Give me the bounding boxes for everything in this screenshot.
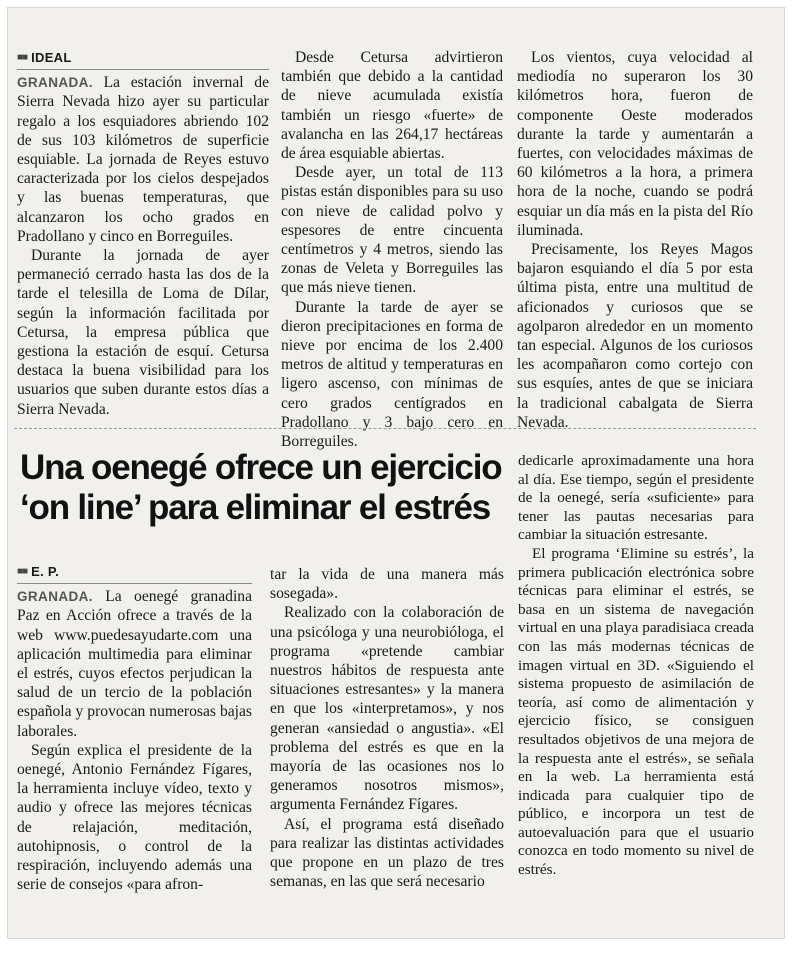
article2-source-byline <box>17 562 252 584</box>
headline-line-2: ‘on line’ para eliminar el estrés <box>20 488 491 527</box>
article2-paragraph: Realizado con la colaboración de una psicóloga y una neurobióloga, el programa «pretende cambiar nuestros hábitos de respuesta ante situaciones estresantes» y la manera en que los «interpretamos», y nos generan «ansiedad o angustia». «El problema del estrés es que en la mayoría de las ocasiones nos lo generamos nosotros mismos», argumenta Fernández Fígares. <box>270 604 504 814</box>
article1-paragraph <box>17 73 269 246</box>
article2-paragraph: Según explica el presidente de la oenegé, Antonio Fernández Fígares, la herramienta incluye vídeo, texto y audio y ofrece las mejores técnicas de relajación, meditación, autohipnosis, o control de la respiración, incluyendo además una serie de consejos «para afron- <box>17 741 252 894</box>
article1-column-2 <box>281 48 503 451</box>
article2-paragraph: El programa ‘Elimine su estrés’, la primera publicación electrónica sobre técnicas para eliminar el estrés, se basa en un sistema de navegación virtual en una playa paradisiaca creada con las más modernas técnicas de imagen virtual en 3D. «Siguiendo el sistema propuesto de asimilación de teoría, así como de alimentación y ejercicio físico, se consiguen resultados objetivos de una mejora de la respuesta ante el estrés», se señala en la web. La herramienta está indicada para cualquier tipo de público, e incorpora un test de autoevaluación para que el usuario conozca en todo momento su nivel de estrés. <box>518 544 754 879</box>
article2-headline <box>20 448 510 528</box>
article2-text: La oenegé granadina Paz en Acción ofrece a través de la web www.puedesayudarte.com una aplicación multimedia para eliminar el estrés, cuyos efectos perjudican la salud de un tercio de la población española y provocan numerosas bajas laborales. <box>17 588 252 740</box>
source-marker-icon: ■■ <box>17 566 28 577</box>
article2-column-1 <box>17 562 252 894</box>
article1-paragraph: Desde ayer, un total de 113 pistas están disponibles para su uso con nieve de calidad polvo y espesores de entre cincuenta centímetros y 4 metros, siendo las zonas de Veleta y Borreguiles las que más nieve tienen. <box>281 164 503 297</box>
article1-paragraph: Durante la jornada de ayer permaneció cerrado hasta las dos de la tarde el telesilla de Loma de Dílar, según la información facilitada por Cetursa, la empresa pública que gestiona la estación de esquí. Cetursa destaca la buena visibilidad para los usuarios que suben durante estos días a Sierra Nevada. <box>17 247 269 418</box>
article2-column-3 <box>518 452 754 880</box>
article1-column-3 <box>517 48 753 432</box>
article1-source-byline <box>17 48 269 70</box>
article2-paragraph <box>17 587 252 741</box>
article1-text: La estación invernal de Sierra Nevada hizo ayer su particular regalo a los esquiadores abriendo 102 de sus 103 kilómetros de superficie esquiable. La jornada de Reyes estuvo caracterizada por los cielos despejados y las buenas temperaturas, que alcanzaron los ocho grados en Pradollano y cinco en Borreguiles. <box>17 74 269 245</box>
article1-source: IDEAL <box>31 50 72 65</box>
article1-paragraph: Durante la tarde de ayer se dieron precipitaciones en forma de nieve por encima de los 2.400 metros de altitud y temperaturas en ligero ascenso, con mínimas de cero grados centígrados en Pradollano y 3 bajo cero en Borreguiles. <box>281 298 503 451</box>
article2-paragraph: tar la vida de una manera más sosegada». <box>270 566 504 603</box>
article1-paragraph: Precisamente, los Reyes Magos bajaron esquiando el día 5 por esta última pista, entre una multitud de aficionados y curiosos que se agolparon alrededor en un momento tan especial. Algunos de los curiosos les acompañaron como cortejo con sus esquíes, antes de que se iniciara la tradicional cabalgata de Sierra Nevada. <box>517 241 753 431</box>
headline-line-1: Una oenegé ofrece un ejercicio <box>20 448 502 487</box>
article1-paragraph: Los vientos, cuya velocidad al mediodía no superaron los 30 kilómetros hora, fueron de componente Oeste moderados durante la tarde y aumentarán a fuertes, con velocidades máximas de 60 kilómetros a la hora, a primera hora de la noche, cuando se podrá esquiar un día más en la pista del Río iluminada. <box>517 49 753 239</box>
article2-paragraph: Así, el programa está diseñado para realizar las distintas actividades que propone en un plazo de tres semanas, en las que será necesario <box>270 815 504 891</box>
article1-column-1 <box>17 48 269 419</box>
article1-paragraph: Desde Cetursa advirtieron también que debido a la cantidad de nieve acumulada existía también un riesgo «fuerte» de avalancha en las 264,17 hectáreas de área esquiable abiertas. <box>281 49 503 163</box>
article2-paragraph: dedicarle aproximadamente una hora al día. Ese tiempo, según el presidente de la oenegé, sería «suficiente» para tener las pautas necesarias para cambiar la situación estresante. <box>518 452 754 544</box>
article-separator-rule <box>14 428 756 429</box>
source-marker-icon: ■■ <box>17 52 28 63</box>
article2-dateline: GRANADA. <box>17 589 93 605</box>
article1-dateline: GRANADA. <box>17 75 93 91</box>
article2-source: E. P. <box>31 564 60 579</box>
article2-column-2 <box>270 565 504 891</box>
